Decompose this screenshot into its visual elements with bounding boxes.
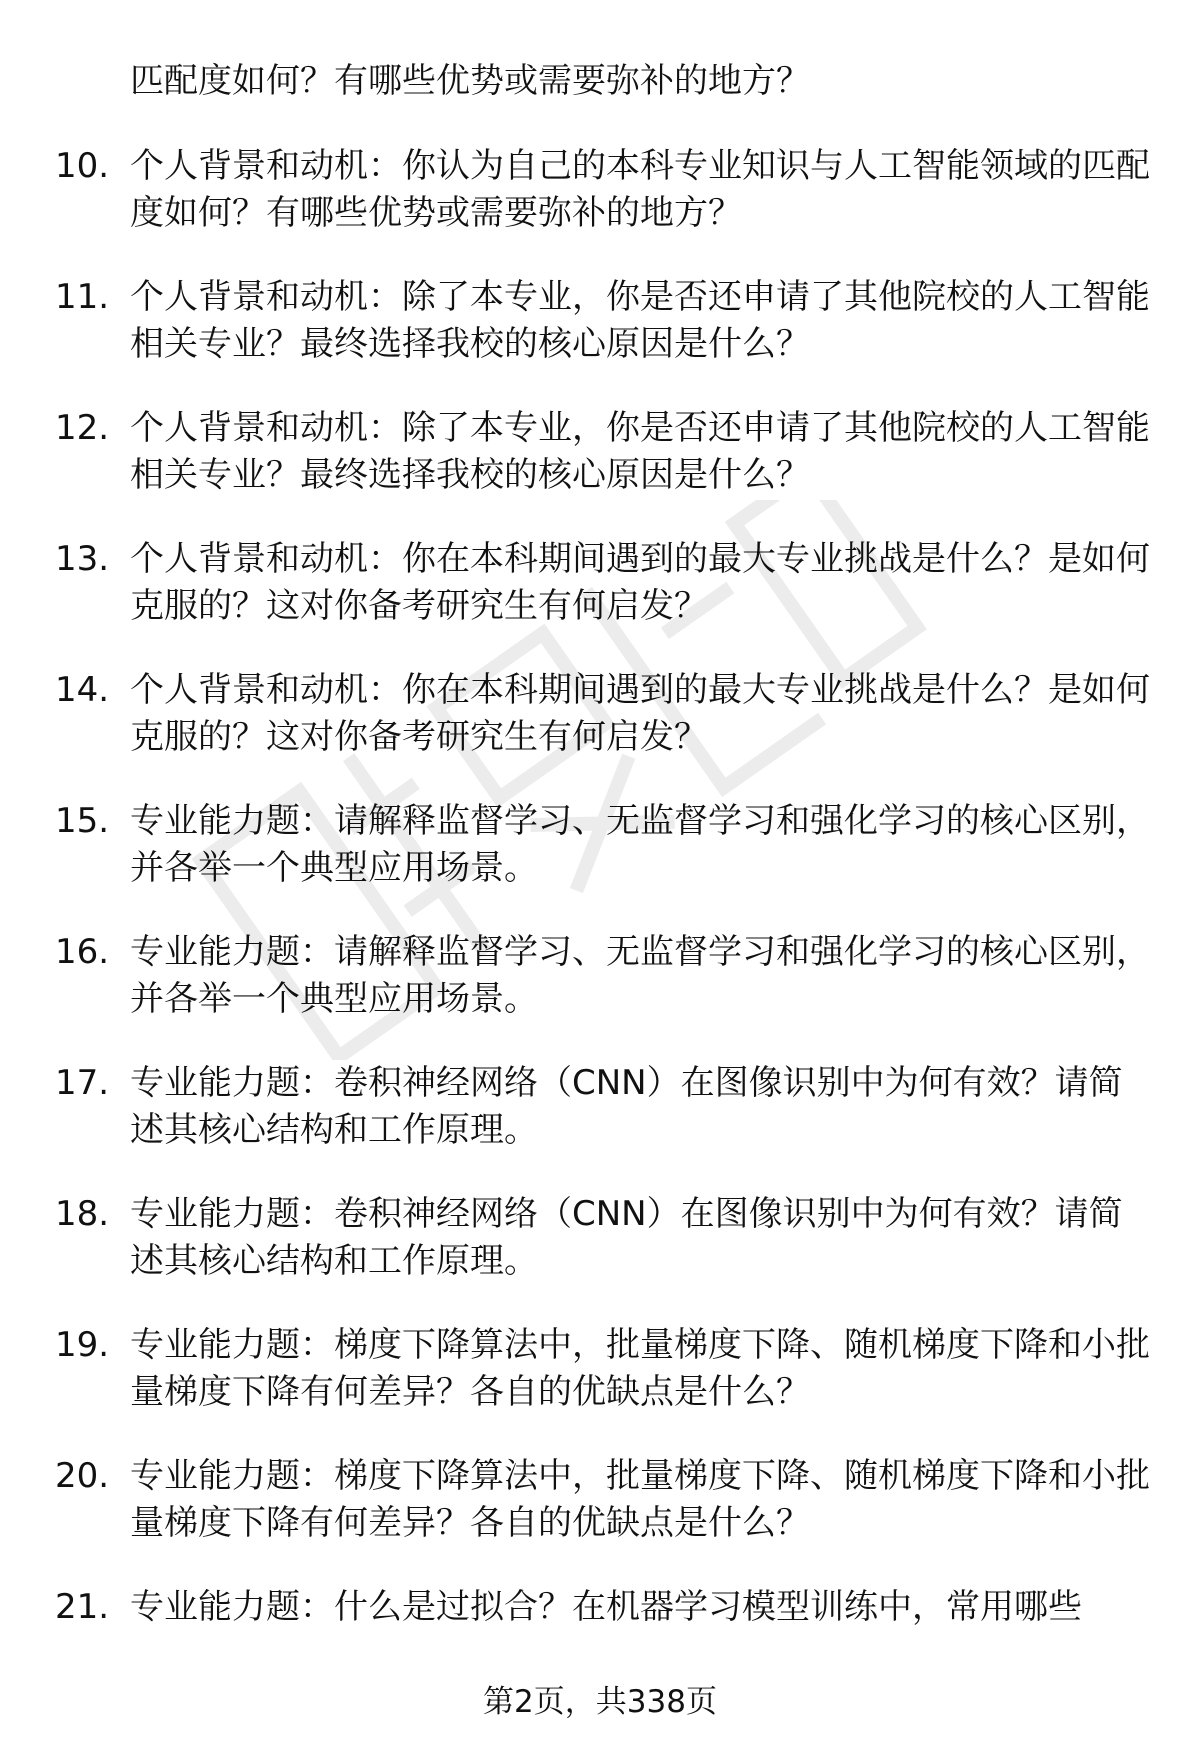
- question-number: 18.: [55, 1194, 110, 1234]
- question-text: 个人背景和动机：你在本科期间遇到的最大专业挑战是什么？是如何克服的？这对你备考研究生有何启发？: [130, 670, 1150, 757]
- question-number: 11.: [55, 277, 110, 317]
- question-item: [0, 405, 1200, 499]
- question-text: 专业能力题：卷积神经网络（CNN）在图像识别中为何有效？请简述其核心结构和工作原理。: [130, 1194, 1123, 1281]
- question-number: 12.: [55, 408, 110, 448]
- question-text: 专业能力题：卷积神经网络（CNN）在图像识别中为何有效？请简述其核心结构和工作原理。: [130, 1063, 1123, 1150]
- question-number: 21.: [55, 1587, 110, 1627]
- question-number: 20.: [55, 1456, 110, 1496]
- question-item: [0, 929, 1200, 1023]
- question-number: 17.: [55, 1063, 110, 1103]
- question-number: 14.: [55, 670, 110, 710]
- question-item: [0, 1453, 1200, 1547]
- question-text: 个人背景和动机：除了本专业，你是否还申请了其他院校的人工智能相关专业？最终选择我校的核心原因是什么？: [130, 277, 1150, 364]
- question-item: [0, 274, 1200, 368]
- question-item: [0, 536, 1200, 630]
- question-item: [0, 1191, 1200, 1285]
- question-number: 13.: [55, 539, 110, 579]
- question-number: 19.: [55, 1325, 110, 1365]
- question-number: 15.: [55, 801, 110, 841]
- question-item: [0, 667, 1200, 761]
- question-text: 专业能力题：请解释监督学习、无监督学习和强化学习的核心区别，并各举一个典型应用场景。: [130, 801, 1150, 888]
- question-text: 专业能力题：梯度下降算法中，批量梯度下降、随机梯度下降和小批量梯度下降有何差异？各自的优缺点是什么？: [130, 1325, 1150, 1412]
- question-item: [0, 798, 1200, 892]
- question-item: [0, 1060, 1200, 1154]
- continuation-text: 匹配度如何？有哪些优势或需要弥补的地方？: [130, 61, 810, 101]
- question-text: 个人背景和动机：除了本专业，你是否还申请了其他院校的人工智能相关专业？最终选择我校的核心原因是什么？: [130, 408, 1150, 495]
- question-number: 10.: [55, 146, 110, 186]
- question-list: [0, 143, 1200, 1715]
- page-footer: 第2页，共338页: [483, 1684, 717, 1720]
- question-text: 专业能力题：请解释监督学习、无监督学习和强化学习的核心区别，并各举一个典型应用场景。: [130, 932, 1150, 1019]
- question-text: 专业能力题：梯度下降算法中，批量梯度下降、随机梯度下降和小批量梯度下降有何差异？各自的优缺点是什么？: [130, 1456, 1150, 1543]
- question-item: [0, 1584, 1200, 1678]
- question-text: 个人背景和动机：你在本科期间遇到的最大专业挑战是什么？是如何克服的？这对你备考研究生有何启发？: [130, 539, 1150, 626]
- question-text: 个人背景和动机：你认为自己的本科专业知识与人工智能领域的匹配度如何？有哪些优势或需要弥补的地方？: [130, 146, 1150, 233]
- question-text: 专业能力题：什么是过拟合？在机器学习模型训练中，常用哪些: [130, 1587, 1082, 1627]
- question-number: 16.: [55, 932, 110, 972]
- question-item: [0, 1322, 1200, 1416]
- question-item: [0, 143, 1200, 237]
